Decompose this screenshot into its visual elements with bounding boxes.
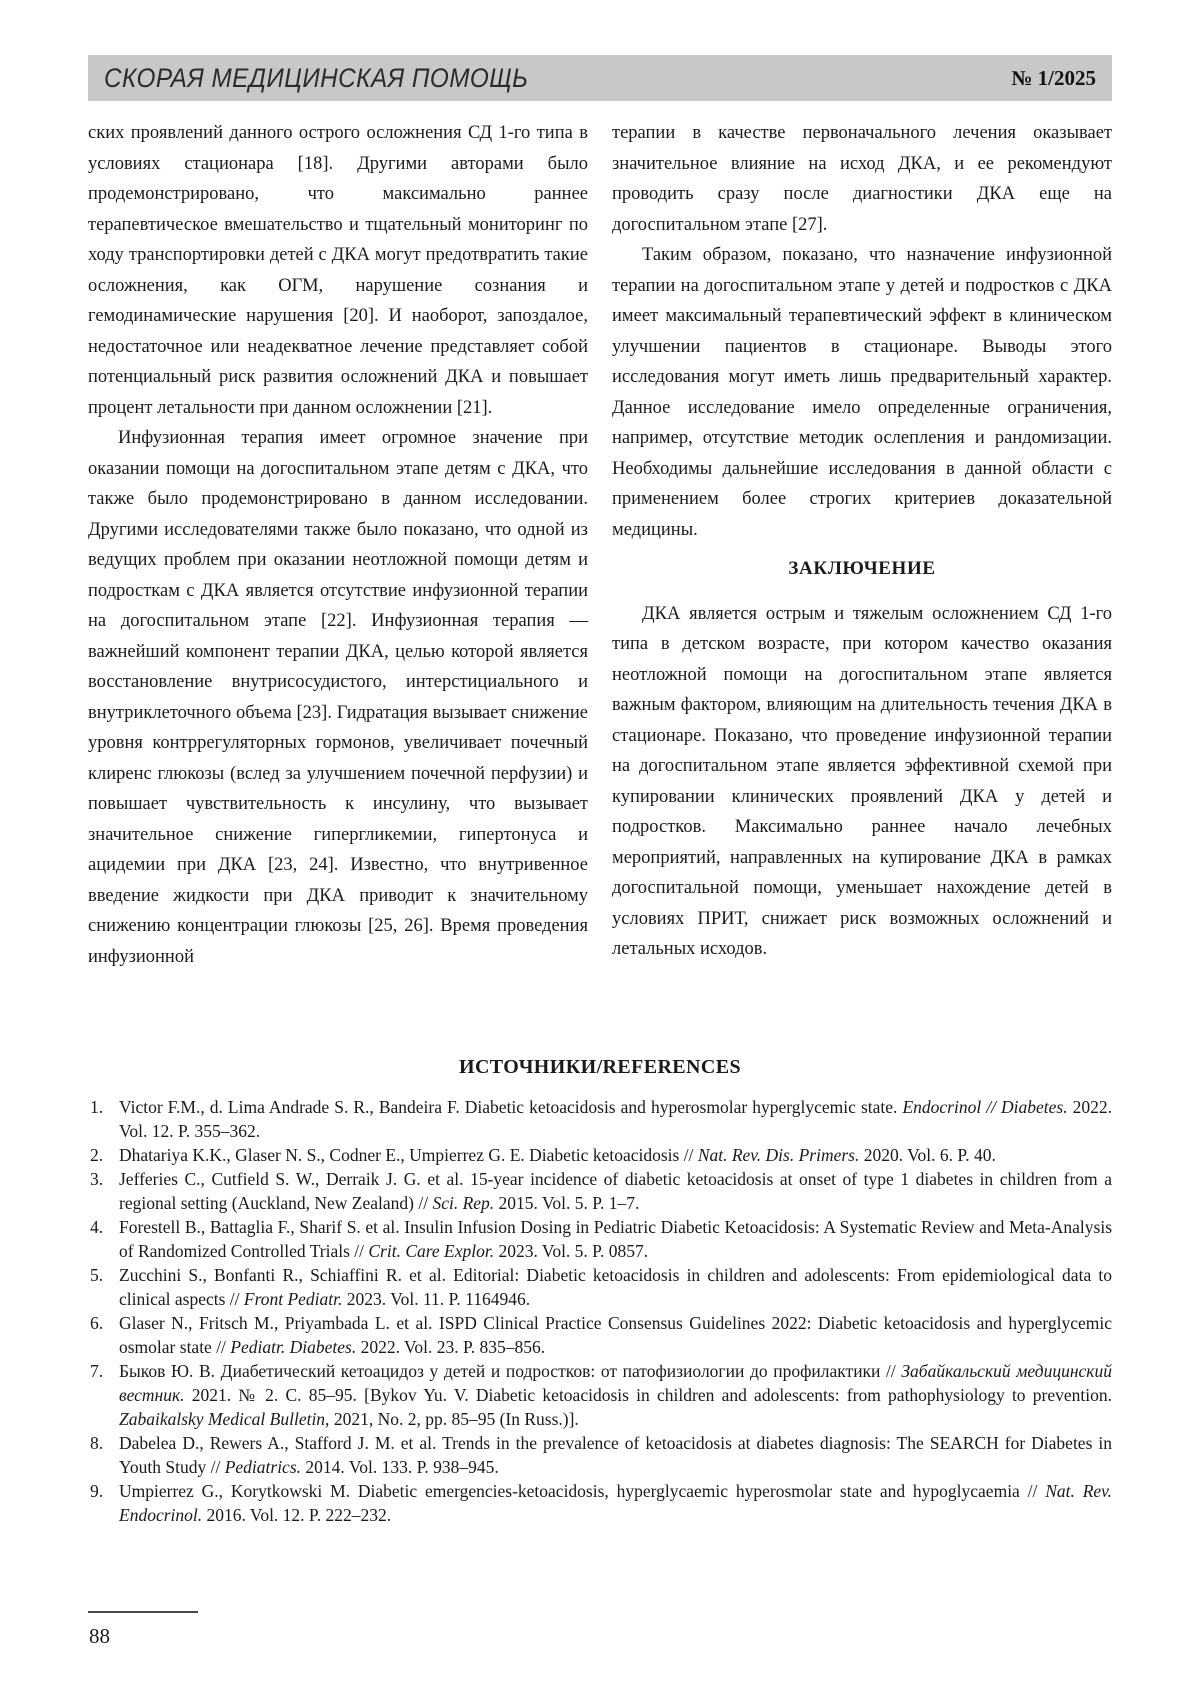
conclusion-heading: ЗАКЛЮЧЕНИЕ [788, 558, 936, 579]
reference-number: 9. [90, 1481, 104, 1501]
reference-item [88, 1263, 1112, 1311]
reference-text: Быков Ю. В. Диабетический кетоацидоз у детей и подростков: от патофизиологии до профилактики // Забайкальский медицинский вестник. 2021. № 2. С. 85–95. [Bykov Yu. V. Diabetic ketoacidosis in children and adolescents: from pathophysiology to prevention. Zabaikalsky Medical Bulletin, 2021, No. 2, pp. 85–95 (In Russ.)]. [119, 1361, 1112, 1429]
reference-item [88, 1167, 1112, 1215]
reference-text: Zucchini S., Bonfanti R., Schiaffini R. et al. Editorial: Diabetic ketoacidosis in children and adolescents: From epidemiological data to clinical aspects // Front Pediatr. 2023. Vol. 11. P. 1164946. [119, 1265, 1112, 1309]
body-paragraph: ских проявлений данного острого осложнения СД 1-го типа в условиях стационара [18]. Другими авторами было продемонстрировано, что максимально раннее терапевтическое вмешательство и тщательный мониторинг по ходу транспортировки детей с ДКА могут предотвратить такие осложнения, как ОГМ, нарушение сознания и гемодинамические нарушения [20]. И наоборот, запоздалое, недостаточное или неадекватное лечение представляет собой потенциальный риск развития осложнений ДКА и повышает процент летальности при данном осложнении [21]. [88, 123, 588, 418]
reference-item [88, 1095, 1112, 1143]
reference-text: Umpierrez G., Korytkowski M. Diabetic emergencies-ketoacidosis, hyperglycaemic hyperosmolar state and hypoglycaemia // Nat. Rev. Endocrinol. 2016. Vol. 12. P. 222–232. [119, 1481, 1112, 1525]
reference-number: 4. [90, 1217, 104, 1237]
reference-text: Victor F.M., d. Lima Andrade S. R., Bandeira F. Diabetic ketoacidosis and hyperosmolar hyperglycemic state. Endocrinol // Diabetes. 2022. Vol. 12. P. 355–362. [119, 1097, 1112, 1141]
reference-number: 5. [90, 1265, 104, 1285]
reference-item [88, 1479, 1112, 1527]
reference-number: 7. [90, 1361, 104, 1381]
reference-number: 3. [90, 1169, 104, 1189]
reference-number: 6. [90, 1313, 104, 1333]
reference-text: Glaser N., Fritsch M., Priyambada L. et al. ISPD Clinical Practice Consensus Guidelines 2022: Diabetic ketoacidosis and hyperglycemic osmolar state // Pediatr. Diabetes. 2022. Vol. 23. P. 835–856. [119, 1313, 1112, 1357]
reference-item [88, 1143, 1112, 1167]
reference-number: 8. [90, 1433, 104, 1453]
reference-text: Jefferies C., Cutfield S. W., Derraik J. G. et al. 15-year incidence of diabetic ketoacidosis at onset of type 1 diabetes in children from a regional setting (Auckland, New Zealand) // Sci. Rep. 2015. Vol. 5. P. 1–7. [119, 1169, 1112, 1213]
references-heading: ИСТОЧНИКИ/REFERENCES [458, 1056, 741, 1078]
header-bar [88, 55, 1112, 101]
body-paragraph: Инфузионная терапия имеет огромное значение при оказании помощи на догоспитальном этапе детям с ДКА, что также было продемонстрировано в данном исследовании. Другими исследователями также было показано, что одной из ведущих проблем при оказании неотложной помощи детям и подросткам с ДКА является отсутствие инфузионной терапии на догоспитальном этапе [22]. Инфузионная терапия — важнейший компонент терапии ДКА, целью которой является восстановление внутрисосудистого, интерстициального и внутриклеточного объема [23]. Гидратация вызывает снижение уровня контррегуляторных гормонов, увеличивает почечный клиренс глюкозы (вслед за улучшением почечной перфузии) и повышает чувствительность к инсулину, что вызывает значительное снижение гипергликемии, гипертонуса и ацидемии при ДКА [23, 24]. Известно, что внутривенное введение жидкости при ДКА приводит к значительному снижению концентрации глюкозы [25, 26]. Время проведения инфузионной [88, 428, 588, 967]
page-number: 88 [89, 1624, 110, 1648]
body-paragraph: Таким образом, показано, что назначение инфузионной терапии на догоспитальном этапе у детей и подростков с ДКА имеет максимальный терапевтический эффект в клиническом улучшении пациентов в стационаре. Выводы этого исследования могут иметь лишь предварительный характер. Данное исследование имело определенные ограничения, например, отсутствие методик ослепления и рандомизации. Необходимы дальнейшие исследования в данной области с применением более строгих критериев доказательной медицины. [612, 245, 1112, 540]
references-list [88, 1095, 1112, 1527]
conclusion-paragraph: ДКА является острым и тяжелым осложнением СД 1-го типа в детском возрасте, при котором качество оказания неотложной помощи на догоспитальном этапе является важным фактором, влияющим на длительность течения ДКА в стационаре. Показано, что проведение инфузионной терапии на догоспитальном этапе является эффективной схемой при купировании клинических проявлений ДКА у детей и подростков. Максимально раннее начало лечебных мероприятий, направленных на купирование ДКА в рамках догоспитальной помощи, уменьшает нахождение детей в условиях ПРИТ, снижает риск возможных осложнений и летальных исходов. [612, 603, 1112, 959]
reference-text: Dabelea D., Rewers A., Stafford J. M. et al. Trends in the prevalence of ketoacidosis at diabetes diagnosis: The SEARCH for Diabetes in Youth Study // Pediatrics. 2014. Vol. 133. P. 938–945. [119, 1433, 1112, 1477]
issue-number: № 1/2025 [1011, 65, 1096, 90]
references-section [88, 1056, 1112, 1527]
reference-text: Dhatariya K.K., Glaser N. S., Codner E., Umpierrez G. E. Diabetic ketoacidosis // Nat. Rev. Dis. Primers. 2020. Vol. 6. P. 40. [119, 1145, 996, 1165]
reference-item [88, 1359, 1112, 1431]
footer-rule [88, 1611, 198, 1613]
reference-item [88, 1311, 1112, 1359]
right-column [612, 118, 1112, 1056]
reference-number: 1. [90, 1097, 104, 1117]
reference-number: 2. [90, 1145, 104, 1165]
reference-text: Forestell B., Battaglia F., Sharif S. et al. Insulin Infusion Dosing in Pediatric Diabetic Ketoacidosis: A Systematic Review and Meta-Analysis of Randomized Controlled Trials // Crit. Care Explor. 2023. Vol. 5. P. 0857. [119, 1217, 1112, 1261]
article-body [88, 118, 1112, 1056]
reference-item [88, 1431, 1112, 1479]
body-paragraph: терапии в качестве первоначального лечения оказывает значительное влияние на исход ДКА, и ее рекомендуют проводить сразу после диагностики ДКА еще на догоспитальном этапе [27]. [612, 123, 1112, 235]
journal-title: СКОРАЯ МЕДИЦИНСКАЯ ПОМОЩЬ [104, 62, 529, 93]
reference-item [88, 1215, 1112, 1263]
left-column [88, 118, 588, 1056]
